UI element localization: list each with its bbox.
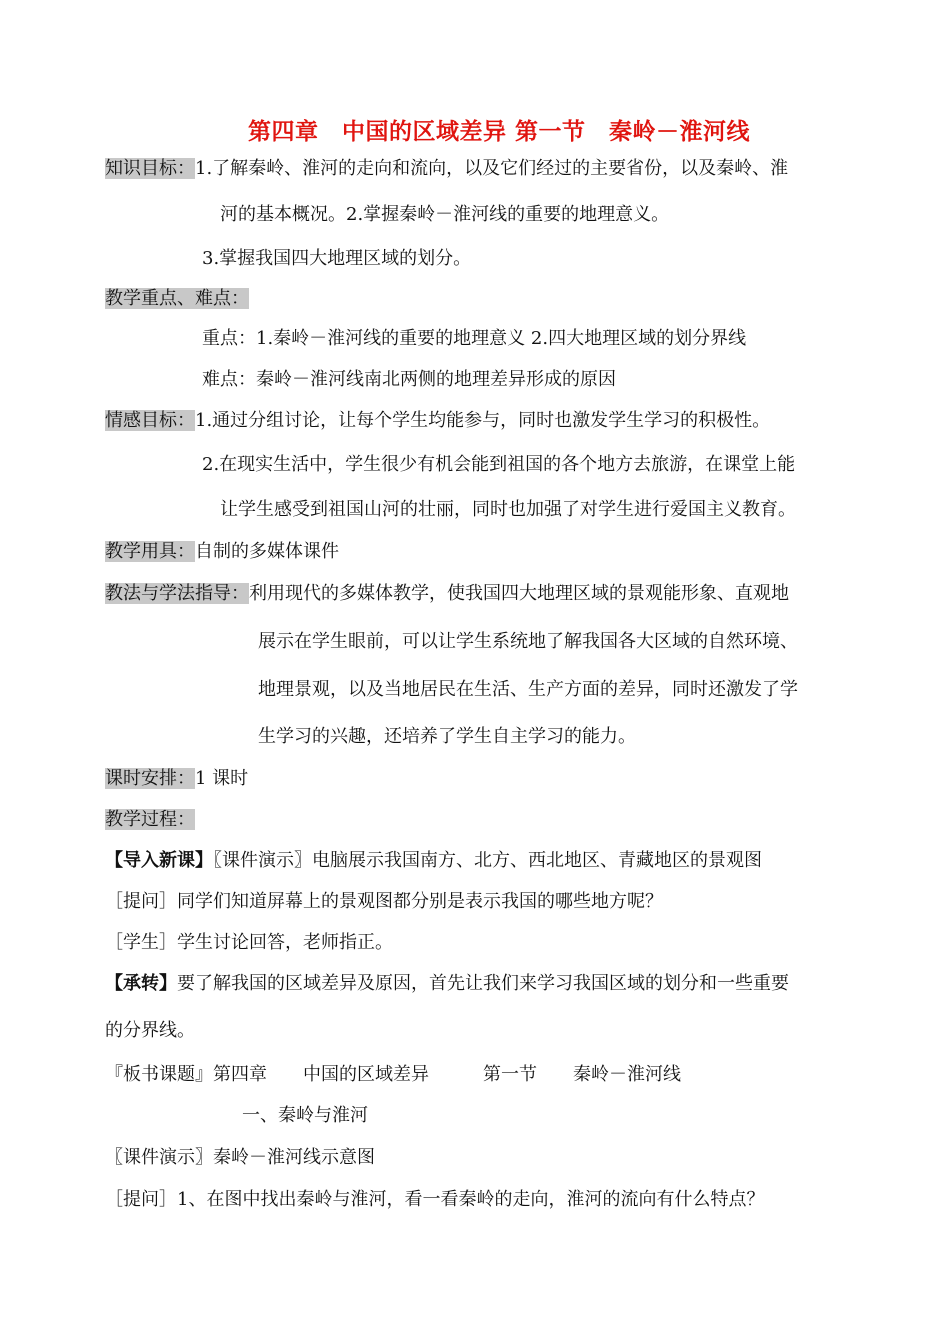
section-1-heading: 一、秦岭与淮河 — [242, 1105, 368, 1126]
intro-text: 〖课件演示〗电脑展示我国南方、北方、西北地区、青藏地区的景观图 — [213, 850, 762, 871]
transition-text-2: 的分界线。 — [105, 1020, 195, 1041]
emotion-goals-line-2: 2.在现实生活中，学生很少有机会能到祖国的各个地方去旅游，在课堂上能 — [202, 454, 796, 475]
knowledge-goals-label: 知识目标： — [105, 158, 195, 179]
methods-line-3: 地理景观，以及当地居民在生活、生产方面的差异，同时还激发了学 — [258, 679, 798, 700]
methods-line-1: 利用现代的多媒体教学，使我国四大地理区域的景观能形象、直观地 — [249, 583, 789, 604]
board-title: 『板书课题』第四章 中国的区域差异 第一节 秦岭－淮河线 — [105, 1064, 681, 1085]
key-points-row — [105, 287, 249, 311]
key-points-difficulty: 难点：秦岭－淮河线南北两侧的地理差异形成的原因 — [202, 369, 616, 390]
process-row — [105, 808, 195, 832]
tools-value: 自制的多媒体课件 — [195, 541, 339, 562]
key-points-label: 教学重点、难点： — [105, 288, 249, 309]
schedule-row — [105, 767, 248, 791]
transition-row — [105, 972, 789, 996]
intro-row — [105, 849, 762, 873]
emotion-goals-label: 情感目标： — [105, 410, 195, 431]
knowledge-goals-row — [105, 157, 788, 181]
students-answer: ［学生］学生讨论回答，老师指正。 — [105, 932, 393, 953]
methods-line-2: 展示在学生眼前，可以让学生系统地了解我国各大区域的自然环境、 — [258, 631, 798, 652]
question-2: ［提问］1、在图中找出秦岭与淮河，看一看秦岭的走向，淮河的流向有什么特点？ — [105, 1189, 765, 1210]
transition-text: 要了解我国的区域差异及原因，首先让我们来学习我国区域的划分和一些重要 — [177, 973, 789, 994]
schedule-label: 课时安排： — [105, 768, 195, 789]
emotion-goals-line-1: 1.通过分组讨论，让每个学生均能参与，同时也激发学生学习的积极性。 — [195, 410, 771, 431]
key-points-focus: 重点：1.秦岭－淮河线的重要的地理意义 2.四大地理区域的划分界线 — [202, 328, 747, 349]
process-label: 教学过程： — [105, 809, 195, 830]
intro-tag: 【导入新课】 — [105, 850, 213, 871]
schedule-value: 1 课时 — [195, 768, 249, 789]
methods-line-4: 生学习的兴趣，还培养了学生自主学习的能力。 — [258, 726, 636, 747]
question-1: ［提问］同学们知道屏幕上的景观图都分别是表示我国的哪些地方呢？ — [105, 891, 663, 912]
knowledge-goals-line-1: 1.了解秦岭、淮河的走向和流向，以及它们经过的主要省份，以及秦岭、淮 — [195, 158, 789, 179]
emotion-goals-line-3: 让学生感受到祖国山河的壮丽，同时也加强了对学生进行爱国主义教育。 — [220, 499, 796, 520]
tools-label: 教学用具： — [105, 541, 195, 562]
methods-label: 教法与学法指导： — [105, 583, 249, 604]
tools-row — [105, 540, 339, 564]
page-title: 第四章 中国的区域差异 第一节 秦岭－淮河线 — [248, 118, 751, 145]
knowledge-goals-line-2: 河的基本概况。2.掌握秦岭－淮河线的重要的地理意义。 — [220, 204, 670, 225]
demo-2: 〖课件演示〗秦岭－淮河线示意图 — [105, 1147, 375, 1168]
transition-tag: 【承转】 — [105, 973, 177, 994]
knowledge-goals-line-3: 3.掌握我国四大地理区域的划分。 — [202, 248, 472, 269]
methods-row — [105, 582, 789, 606]
emotion-goals-row — [105, 409, 770, 433]
